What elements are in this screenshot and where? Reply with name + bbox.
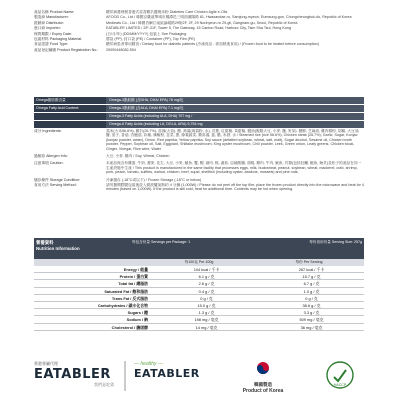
nutrient-per-100g: 104 kcal / 千卡 bbox=[193, 267, 220, 272]
nutrition-table bbox=[34, 238, 364, 331]
info-label: 進口商 Importer: bbox=[34, 26, 61, 31]
omega-line: Omega-3脂肪酸 (含ALA, DHA/ EPA) 7.1 mg/包 bbox=[106, 105, 364, 112]
nutrition-row bbox=[34, 273, 364, 280]
info-row-registration bbox=[34, 48, 364, 52]
nutrient-per-serving: 6.7 g / 克 bbox=[303, 281, 320, 287]
nutrient-per-100g: 15.0 g / 克 bbox=[197, 302, 216, 308]
korea-logo bbox=[228, 359, 298, 394]
column-per-serving: 每份 Per Serving bbox=[295, 260, 323, 264]
serving-label: 食用方法 Serving Method: bbox=[34, 183, 77, 188]
omega-line: Omega-3 Fatty Acids (including ALA, DHA) 707 mg / bbox=[106, 113, 364, 120]
nutrition-rows bbox=[34, 266, 364, 331]
info-row-packaging bbox=[34, 37, 364, 41]
eatabler-caption: 香港專屬代理 bbox=[34, 361, 58, 366]
korea-flag-icon bbox=[253, 359, 273, 377]
servings-per-package: 每包含份量 Servings per Package: 1 bbox=[132, 240, 191, 244]
info-value: AFOOD Co., Ltd / 韓國京畿道華城市鳳潭邑三明面漢陽路 81, Hwasandae-ro, Samjung-myeon, Eumsung-gun, Chungcheongbuk-do, Republic of Korea bbox=[106, 15, 352, 20]
nutrient-per-serving: 509 mg / 毫克 bbox=[299, 317, 324, 323]
info-row-food-type bbox=[34, 42, 364, 46]
haccp-label: HACCP bbox=[333, 383, 347, 387]
ingredients-label: 成分 Ingredients: bbox=[34, 129, 62, 133]
omega-label-en: Omega Fatty Acid Content: bbox=[34, 105, 106, 112]
nutrient-name: Carbohydrates / 碳水化合物 bbox=[97, 302, 148, 308]
eatabler-logo bbox=[34, 361, 114, 388]
healthy-caption: — healthy — bbox=[134, 361, 163, 367]
allergen-text: 大豆, 小麥, 雞肉 / Soy, Wheat, Chicken bbox=[106, 154, 170, 159]
nutrient-per-100g: 198 mg / 毫克 bbox=[194, 317, 219, 323]
omega-label: Omega脂肪酸含量 bbox=[34, 97, 106, 104]
info-value: 糖尿病護理餐香港式蒜香雞扒醬燒米粉 Diabetes Care Chicken Agile e-Olis bbox=[106, 10, 228, 14]
serving-size: 每份食用份量 Serving Size: 257g bbox=[309, 240, 362, 244]
info-row-distributor bbox=[34, 21, 364, 25]
storage-label: 儲存條件 Storage Condition: bbox=[34, 177, 81, 182]
nutrient-per-serving: 0 g / 克 bbox=[305, 295, 318, 301]
nutrition-row bbox=[34, 288, 364, 295]
serving-row bbox=[34, 183, 364, 192]
serving-text: 請勿撕開膠膜包裝後放入微波爐加熱約 4 分鐘 (1,000W) / Please do not peel off the top film; place the frozen product directly into the microwave and heat for 4 minutes (based on 1,000W). If the product is still cold, heat for additional time. Contents may be hot when opening. bbox=[106, 183, 364, 192]
eatabler-tagline: 我們是吃貨 bbox=[94, 382, 114, 387]
omega-line: Omega-3脂肪酸 (含DHA, DHA/ EPA) 78 mg/包 bbox=[106, 97, 364, 104]
storage-row bbox=[34, 178, 364, 182]
nutrient-per-serving: 267 kcal / 千卡 bbox=[298, 267, 325, 272]
info-value: Medieats Co., Ltd / 韓國首爾江南區論峴路29街2F, 2F, 29 Nonhyeon-ro 29-gil, Gangnam-gu, Seoul, Republic of Korea bbox=[106, 20, 298, 25]
nutrient-per-serving: 3.3 g / 克 bbox=[303, 310, 320, 316]
info-label: 產品登記編號 Product Registration No.: bbox=[34, 47, 99, 52]
nutrition-title-en: Nutrition Information bbox=[36, 246, 80, 251]
nutrient-name: Energy / 能量 bbox=[123, 267, 148, 272]
logo-bar bbox=[0, 355, 400, 395]
nutrition-row bbox=[34, 266, 364, 273]
eatabler-wordmark: EATABLER bbox=[34, 367, 111, 382]
nutrient-per-100g: 0 g / 克 bbox=[200, 295, 213, 301]
info-row-expiry bbox=[34, 32, 364, 36]
healthy-eatabler-logo bbox=[134, 361, 204, 380]
info-label: 製造商 Manufacturer: bbox=[34, 15, 69, 20]
allergen-row bbox=[34, 154, 364, 158]
nutrient-per-serving: 38.6 g / 克 bbox=[302, 302, 321, 308]
omega-row bbox=[34, 97, 364, 104]
omega-row bbox=[34, 113, 364, 120]
omega-fatty-acid-block bbox=[34, 97, 364, 129]
caution-row bbox=[34, 161, 364, 174]
info-value: EATABLER LIMITED / 2/F-31F, Tower 5, The Gateway, 15 Canton Road, Harbour City, Tsim Sha Tsui, Hong Kong bbox=[106, 26, 291, 31]
product-info-table bbox=[34, 10, 364, 53]
nutrient-name: Trans Fat / 反式脂肪 bbox=[111, 295, 148, 301]
ingredients-text: 蒸米(大米56.6%), 雞扒(26.7%), 蒜蓉(大蒜), 糖, 蒟蒻(蒟蒻粉, 水), 洋蔥, 紅甜椒, 黃甜椒, 醬油(脫脂大豆, 小麥, 鹽, 麥芽), 糖醇, 芝麻油, 雞肉精粉, 胡椒, 大豆油, 鹽, 茄子, 香菇, 杏鮑菇, 彩椒, 辣椒粉, 韭菜, 蔥, 綠葉蔬菜, 雞高湯, 薑, 醋, 米酒, 水 / Steamed rice (rice 56.6%), Chicken steak (26.7%), Garlic, Sugar, Konjac (konjac powder, water), Onion, Red paprika, Yellow paprika, Soy sauce (defatted soybean, wheat, salt, malt), Sugar alcohol, Sesame oil, Chicken broth powder, Pepper, Soybean oil, Salt, Eggplant, Shiitake mushroom, King oyster mushroom, Chili powder, Leek, Green onion, Leafy greens, Chicken stock, Ginger, Vinegar, Rice wine, Water bbox=[106, 129, 360, 151]
nutrition-row bbox=[34, 309, 364, 316]
column-per-100g: 每100克 Per 100g bbox=[184, 260, 214, 264]
nutrition-row bbox=[34, 302, 364, 309]
nutrition-header bbox=[34, 238, 364, 259]
nutrition-title: 營養資料 bbox=[36, 240, 54, 245]
nutrition-row bbox=[34, 295, 364, 302]
caution-text: 本產品與含有雞蛋, 牛奶, 蕎麥, 花生, 大豆, 小麥, 鯖魚, 蟹, 蝦, 豬肉, 桃, 番茄, 亞硫酸鹽, 胡桃, 雞肉, 牛肉, 魷魚, 貝類(包括牡蠣, 鮑魚, 貽貝)及松子的產品在同一生產設施中生產 / This product is manufactured in the same facility that processes eggs, milk, buckwheat, peanut, soybean, wheat, mackerel, crab, shrimp, pork, peach, tomato, sulfites, walnut, chicken, beef, squid, shellfish (including oyster, abalone, mussels) and pine nuts. bbox=[106, 161, 362, 175]
nutrient-name: Cholesterol / 膽固醇 bbox=[111, 324, 148, 330]
nutrient-per-100g: 2.6 g / 克 bbox=[198, 281, 215, 287]
info-label: 經銷商 Distributor: bbox=[34, 20, 64, 25]
nutrition-row bbox=[34, 324, 364, 331]
info-value: (日/月/年) (DD/MM/YYYY) 包裝上 See Packaging bbox=[106, 31, 187, 36]
nutrient-per-serving: 15.7 g / 克 bbox=[302, 274, 321, 280]
info-row-product-name bbox=[34, 10, 364, 14]
info-value: 膠袋 (PP), 封口袋 (PE) / Container (PP), Top Film (PE) bbox=[106, 37, 196, 42]
nutrient-per-100g: 6.1 g / 克 bbox=[198, 274, 215, 280]
info-row-importer bbox=[34, 26, 364, 30]
omega-row bbox=[34, 121, 364, 128]
nutrient-per-100g: 0.4 g / 克 bbox=[198, 288, 215, 294]
nutrient-name: Sodium / 鈉 bbox=[126, 317, 148, 323]
nutrient-name: Sugars / 糖 bbox=[127, 310, 148, 316]
omega-line: Omega-6 Fatty Acids (including LA, DGLA, ARA) 6,754 mg bbox=[106, 121, 364, 128]
caution-label: 注意事項 Caution: bbox=[34, 161, 64, 166]
korea-caption-en: Product of Korea bbox=[242, 388, 284, 394]
info-label: 包裝材料 Packaging Material: bbox=[34, 37, 83, 42]
nutrient-per-100g: 14 mg / 毫克 bbox=[195, 324, 218, 330]
nutrition-row bbox=[34, 280, 364, 287]
ingredients-row bbox=[34, 129, 364, 151]
info-label: 產品名稱 Product Name: bbox=[34, 10, 75, 14]
allergen-label: 過敏原 Allergen Info: bbox=[34, 154, 68, 159]
nutrient-name: Saturated Fat / 飽和脂肪 bbox=[104, 288, 148, 294]
nutrition-row bbox=[34, 316, 364, 323]
ingredients-block bbox=[34, 129, 364, 193]
healthy-wordmark: EATABLER bbox=[134, 367, 200, 380]
info-value: 糖尿病患者專用膳食 / Dietary food for diabetic patients (冷凍食品 - 需加熱後食用) / (Frozen food to be heated before consumption) bbox=[106, 42, 319, 47]
nutrient-name: Total fat / 總脂肪 bbox=[118, 281, 148, 287]
storage-text: 冷凍儲存 (-18°C或以下) / Frozen Storage (-18°C or below) bbox=[106, 177, 202, 182]
nutrient-per-serving: 1.0 g / 克 bbox=[303, 288, 320, 294]
nutrient-per-serving: 36 mg / 毫克 bbox=[300, 324, 323, 330]
info-label: 保質期限 / Expiry Date: bbox=[34, 31, 72, 36]
nutrient-per-100g: 1.3 g / 克 bbox=[198, 310, 215, 316]
haccp-logo bbox=[326, 361, 354, 389]
info-label: 食品認證 Food Type: bbox=[34, 42, 69, 47]
omega-row bbox=[34, 105, 364, 112]
nutrition-column-headers bbox=[34, 259, 364, 266]
info-row-manufacturer bbox=[34, 15, 364, 19]
nutrient-name: Protein / 蛋白質 bbox=[119, 274, 148, 280]
info-value: 20090448082-554 bbox=[106, 47, 136, 52]
korea-caption-cn: 韓國製造 bbox=[254, 382, 272, 387]
divider bbox=[124, 361, 126, 391]
